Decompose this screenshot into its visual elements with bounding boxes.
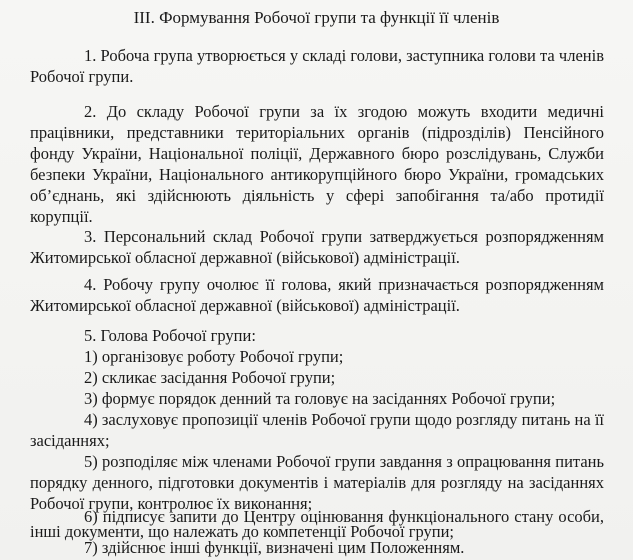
section-title: ІІІ. Формування Робочої групи та функції її членів <box>133 8 500 27</box>
list-item-6-line-2: інші документи, що належать до компетенції Робочої групи; <box>30 522 455 541</box>
list-item-3: 3) формує порядок денний та головує на засіданнях Робочої групи; <box>84 389 556 408</box>
list-item-5-line-3: Робочої групи, контролює їх виконання; <box>30 494 313 513</box>
list-item-4-line-2: засіданнях; <box>30 431 110 450</box>
paragraph-2-line-1: 2. До складу Робочої групи за їх згодою можуть входити медичні <box>84 102 604 121</box>
list-item-1: 1) організовує роботу Робочої групи; <box>84 347 344 366</box>
list-item-6-line-1: 6) підписує запити до Центру оцінювання функціонального стану особи, <box>84 507 604 526</box>
paragraph-2-line-2: працівники, представники територіальних органів (підрозділів) Пенсійного <box>30 123 604 142</box>
paragraph-2-line-6: корупції. <box>30 207 93 226</box>
paragraph-1-line-2: Робочої групи. <box>30 67 134 86</box>
list-item-7: 7) здійснює інші функції, визначені цим Положенням. <box>84 538 465 557</box>
paragraph-2-line-4: безпеки України, Національного антикорупційного бюро України, громадських <box>30 165 604 184</box>
paragraph-4-line-1: 4. Робочу групу очолює її голова, який призначається розпорядженням <box>84 275 604 294</box>
list-item-2: 2) скликає засідання Робочої групи; <box>84 368 336 387</box>
list-item-5-line-1: 5) розподіляє між членами Робочої групи завдання з опрацювання питань <box>84 452 604 471</box>
paragraph-3-line-2: Житомирської обласної державної (військової) адміністрації. <box>30 248 460 267</box>
paragraph-2-line-5: об’єднань, які здійснюють діяльність у сфері запобігання та/або протидії <box>30 186 604 205</box>
list-item-5-line-2: порядку денного, підготовки документів і матеріалів для розгляду на засіданнях <box>30 473 604 492</box>
paragraph-3-line-1: 3. Персональний склад Робочої групи затверджується розпорядженням <box>84 227 604 246</box>
paragraph-1-line-1: 1. Робоча група утворюється у складі голови, заступника голови та членів <box>84 46 604 65</box>
list-item-4-line-1: 4) заслуховує пропозиції членів Робочої групи щодо розгляду питань на її <box>84 410 604 429</box>
paragraph-4-line-2: Житомирської обласної державної (військової) адміністрації. <box>30 296 460 315</box>
paragraph-2-line-3: фонду України, Національної поліції, Державного бюро розслідувань, Служби <box>30 144 604 163</box>
paragraph-5-intro: 5. Голова Робочої групи: <box>84 326 256 345</box>
